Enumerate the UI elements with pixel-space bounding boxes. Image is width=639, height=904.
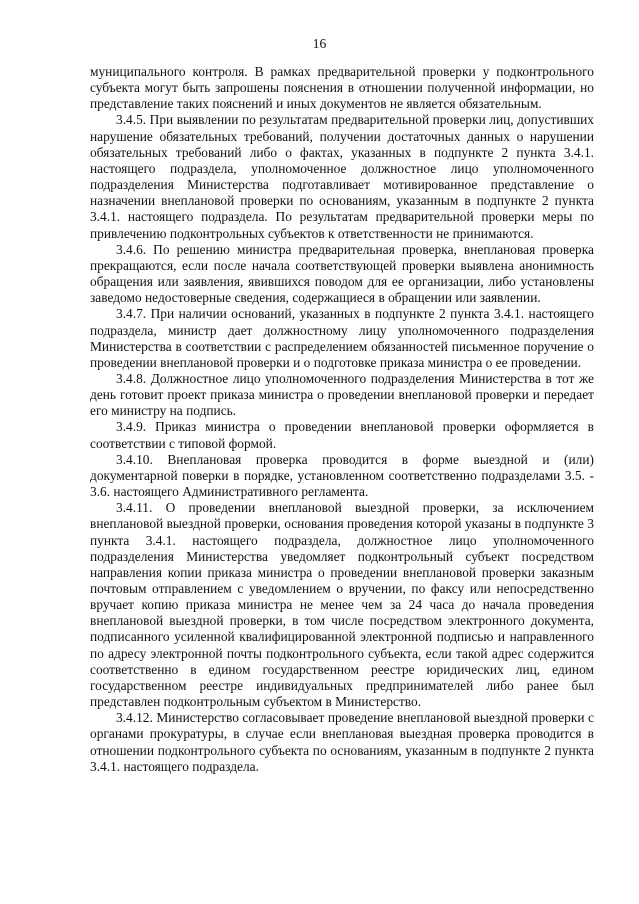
page-number: 16 — [312, 36, 327, 51]
paragraph-3-4-8: 3.4.8. Должностное лицо уполномоченного подразделения Министерства в тот же день готовит проект приказа министра о проведении внеплановой проверки и передает его министру на подпись. — [90, 370, 594, 419]
paragraph-3-4-6: 3.4.6. По решению министра предварительная проверка, внеплановая проверка прекращаются, если после начала соответствующей проверки выявлена анонимность обращения или заявления, явившихся поводом для ее организации, либо установлены заведомо недостоверные сведения, содержащиеся в обращении или заявлении. — [90, 241, 594, 306]
paragraph-3-4-5: 3.4.5. При выявлении по результатам предварительной проверки лиц, допустивших нарушение обязательных требований, получении достаточных данных о нарушении обязательных требований либо о фактах, указанных в подпункте 2 пункта 3.4.1. настоящего подраздела, уполномоченное должностное лицо уполномоченного подразделения Министерства подготавливает мотивированное представление о назначении внеплановой проверки по основаниям, указанным в подпункте 2 пункта 3.4.1. настоящего подраздела. По результатам предварительной проверки меры по привлечению подконтрольных субъектов к ответственности не принимаются. — [90, 112, 594, 241]
document-body — [90, 64, 594, 775]
paragraph-continuation: муниципального контроля. В рамках предварительной проверки у подконтрольного субъекта могут быть запрошены пояснения в отношении полученной информации, но представление таких пояснений и иных документов не является обязательным. — [90, 64, 594, 112]
paragraph-3-4-10: 3.4.10. Внеплановая проверка проводится в форме выездной и (или) документарной поверки в порядке, установленном соответственно подразделами 3.5. - 3.6. настоящего Административного регламента. — [90, 451, 594, 500]
paragraph-3-4-11: 3.4.11. О проведении внеплановой выездной проверки, за исключением внеплановой выездной проверки, основания проведения которой указаны в подпункте 3 пункта 3.4.1. настоящего подраздела, должностное лицо уполномоченного подразделения Министерства уведомляет подконтрольный субъект посредством направления копии приказа министра о проведении внеплановой проверки заказным почтовым отправлением с уведомлением о вручении, по факсу или непосредственно вручает копию приказа министра не менее чем за 24 часа до начала проведения внеплановой выездной проверки, в том числе посредством электронного документа, подписанного усиленной квалифицированной электронной подписью и направленного по адресу электронной почты подконтрольного субъекта, если такой адрес содержится соответственно в едином государственном реестре юридических лиц, едином государственном реестре индивидуальных предпринимателей либо ранее был представлен подконтрольным субъектом в Министерство. — [90, 500, 594, 710]
paragraph-3-4-9: 3.4.9. Приказ министра о проведении внеплановой проверки оформляется в соответствии с типовой формой. — [90, 419, 594, 451]
paragraph-3-4-7: 3.4.7. При наличии оснований, указанных в подпункте 2 пункта 3.4.1. настоящего подраздела, министр дает должностному лицу уполномоченного подразделения Министерства в соответствии с распределением обязанностей письменное поручение о проведении внеплановой проверки и о подготовке приказа министра о ее проведении. — [90, 306, 594, 370]
paragraph-3-4-12: 3.4.12. Министерство согласовывает проведение внеплановой выездной проверки с органами прокуратуры, в случае если внеплановая выездная проверка проводится в отношении подконтрольного субъекта по основаниям, указанным в подпункте 2 пункта 3.4.1. настоящего подраздела. — [90, 710, 594, 774]
